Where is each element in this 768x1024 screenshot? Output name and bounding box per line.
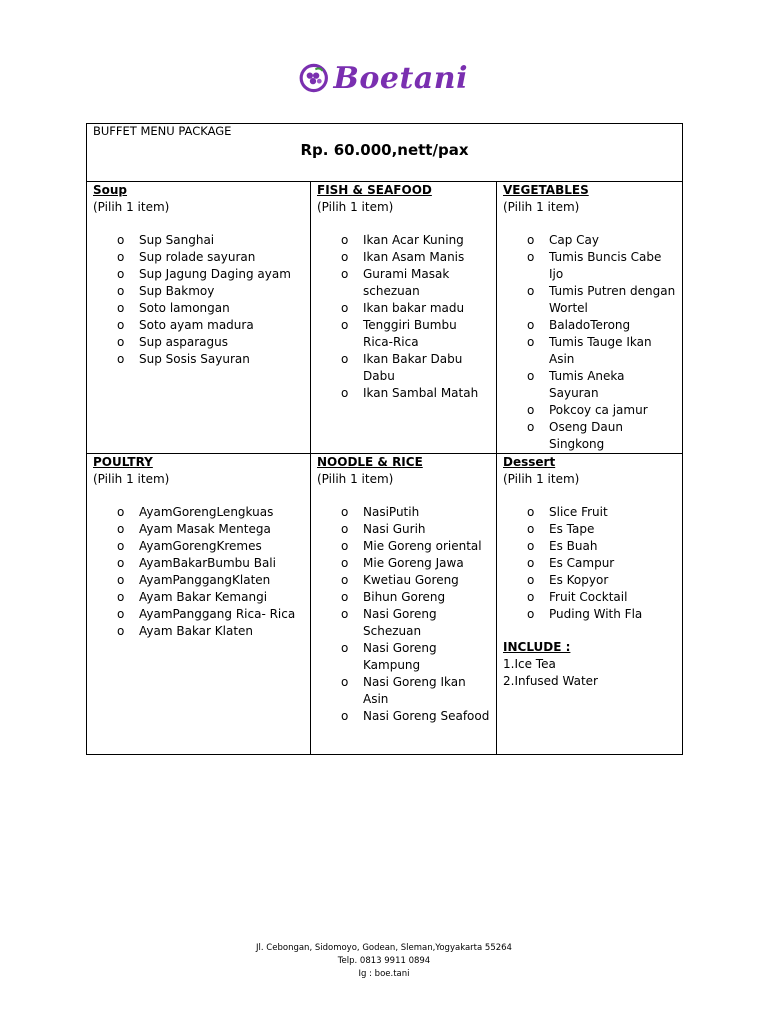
menu-item-label: Es Kopyor	[549, 573, 609, 587]
menu-item	[503, 334, 676, 368]
menu-item	[93, 555, 304, 572]
menu-item-list	[317, 504, 490, 725]
bullet-icon: o	[341, 301, 349, 315]
menu-item	[317, 521, 490, 538]
menu-item	[317, 640, 490, 674]
bullet-icon: o	[117, 233, 125, 247]
menu-item-label: Soto lamongan	[139, 301, 230, 315]
menu-item-label: Sup Jagung Daging ayam	[139, 267, 291, 281]
menu-item-list	[317, 232, 490, 402]
menu-item-label: Ayam Masak Mentega	[139, 522, 271, 536]
menu-item-label: Fruit Cocktail	[549, 590, 628, 604]
menu-item	[93, 623, 304, 640]
menu-item-label: Nasi Goreng Schezuan	[363, 607, 437, 638]
section-dessert	[497, 454, 683, 755]
bullet-icon: o	[527, 335, 535, 349]
menu-item-list	[503, 232, 676, 453]
menu-item-label: Nasi Gurih	[363, 522, 426, 536]
menu-item-label: Ikan Bakar Dabu Dabu	[363, 352, 463, 383]
menu-item-label: Ikan bakar madu	[363, 301, 465, 315]
bullet-icon: o	[527, 556, 535, 570]
bullet-icon: o	[527, 522, 535, 536]
menu-item-label: Mie Goreng Jawa	[363, 556, 464, 570]
bullet-icon: o	[341, 556, 349, 570]
bullet-icon: o	[341, 352, 349, 366]
menu-item	[93, 351, 304, 368]
section-title: FISH & SEAFOOD	[317, 183, 432, 197]
section-title: NOODLE & RICE	[317, 455, 423, 469]
menu-item	[317, 385, 490, 402]
menu-item-label: Sup asparagus	[139, 335, 228, 349]
menu-item-label: AyamPanggang Rica- Rica	[139, 607, 296, 621]
menu-item	[93, 317, 304, 334]
buffet-menu-table	[86, 123, 683, 755]
menu-item	[93, 572, 304, 589]
bullet-icon: o	[527, 573, 535, 587]
menu-item-label: Gurami Masak schezuan	[363, 267, 450, 298]
bullet-icon: o	[117, 284, 125, 298]
bullet-icon: o	[341, 267, 349, 281]
menu-item	[93, 300, 304, 317]
menu-item-list	[503, 504, 676, 623]
section-instruction: (Pilih 1 item)	[317, 200, 394, 214]
footer-address: Jl. Cebongan, Sidomoyo, Godean, Sleman,Yogyakarta 55264	[256, 943, 512, 953]
menu-item	[317, 351, 490, 385]
menu-item	[317, 317, 490, 351]
section-title: Dessert	[503, 455, 556, 469]
bullet-icon: o	[117, 301, 125, 315]
menu-item	[503, 419, 676, 453]
section-noodle-rice	[311, 454, 497, 755]
menu-item	[503, 402, 676, 419]
section-instruction: (Pilih 1 item)	[503, 200, 580, 214]
menu-item	[317, 504, 490, 521]
menu-item-label: Tumis Buncis Cabe Ijo	[549, 250, 662, 281]
menu-item-list	[93, 504, 304, 640]
bullet-icon: o	[117, 267, 125, 281]
section-instruction: (Pilih 1 item)	[93, 200, 170, 214]
menu-item-label: Sup Sosis Sayuran	[139, 352, 250, 366]
menu-item	[317, 708, 490, 725]
menu-item	[317, 249, 490, 266]
menu-item-label: Cap Cay	[549, 233, 599, 247]
bullet-icon: o	[527, 369, 535, 383]
bullet-icon: o	[117, 522, 125, 536]
bullet-icon: o	[117, 573, 125, 587]
menu-item	[503, 572, 676, 589]
menu-item	[503, 521, 676, 538]
menu-item	[503, 249, 676, 283]
menu-item	[317, 538, 490, 555]
menu-item-label: Ayam Bakar Kemangi	[139, 590, 268, 604]
menu-item-label: Ikan Acar Kuning	[363, 233, 464, 247]
menu-item-label: Kwetiau Goreng	[363, 573, 459, 587]
menu-item	[93, 521, 304, 538]
bullet-icon: o	[341, 607, 349, 621]
footer-phone: Telp. 0813 9911 0894	[337, 956, 431, 966]
section-instruction: (Pilih 1 item)	[317, 472, 394, 486]
menu-item-label: NasiPutih	[363, 505, 420, 519]
bullet-icon: o	[341, 709, 349, 723]
menu-item	[317, 674, 490, 708]
menu-item	[503, 606, 676, 623]
bullet-icon: o	[117, 539, 125, 553]
include-block	[503, 639, 676, 690]
bullet-icon: o	[527, 403, 535, 417]
bullet-icon: o	[341, 522, 349, 536]
bullet-icon: o	[527, 420, 535, 434]
menu-item	[317, 555, 490, 572]
bullet-icon: o	[117, 624, 125, 638]
menu-item-label: Nasi Goreng Kampung	[363, 641, 437, 672]
include-item: 1.Ice Tea	[503, 657, 556, 671]
section-instruction: (Pilih 1 item)	[93, 472, 170, 486]
menu-header	[87, 124, 683, 182]
section-fish-seafood	[311, 182, 497, 454]
bullet-icon: o	[341, 250, 349, 264]
section-poultry	[87, 454, 311, 755]
menu-item-label: Sup rolade sayuran	[139, 250, 256, 264]
menu-item	[317, 589, 490, 606]
bullet-icon: o	[341, 318, 349, 332]
bullet-icon: o	[527, 318, 535, 332]
menu-item-label: Tumis Putren dengan Wortel	[549, 284, 676, 315]
bullet-icon: o	[341, 233, 349, 247]
grape-icon	[298, 58, 330, 98]
menu-item-label: AyamGorengLengkuas	[139, 505, 274, 519]
menu-item-label: Bihun Goreng	[363, 590, 446, 604]
footer-instagram: Ig : boe.tani	[358, 969, 410, 979]
menu-item	[503, 504, 676, 521]
menu-item	[93, 249, 304, 266]
section-title: POULTRY	[93, 455, 153, 469]
menu-item	[93, 606, 304, 623]
bullet-icon: o	[341, 590, 349, 604]
bullet-icon: o	[117, 556, 125, 570]
menu-item-list	[93, 232, 304, 368]
brand-logo	[298, 46, 468, 110]
menu-item	[317, 300, 490, 317]
bullet-icon: o	[341, 641, 349, 655]
bullet-icon: o	[117, 318, 125, 332]
menu-item	[93, 232, 304, 249]
package-label: BUFFET MENU PACKAGE	[93, 124, 232, 138]
menu-item	[317, 572, 490, 589]
menu-item-label: Puding With Fla	[549, 607, 643, 621]
section-title: VEGETABLES	[503, 183, 589, 197]
section-vegetables	[497, 182, 683, 454]
menu-item-label: AyamBakarBumbu Bali	[139, 556, 276, 570]
brand-name: Boetani	[333, 60, 468, 96]
section-title: Soup	[93, 183, 128, 197]
bullet-icon: o	[117, 250, 125, 264]
menu-item-label: Soto ayam madura	[139, 318, 254, 332]
section-instruction: (Pilih 1 item)	[503, 472, 580, 486]
bullet-icon: o	[117, 590, 125, 604]
menu-item-label: Tenggiri Bumbu Rica-Rica	[363, 318, 457, 349]
menu-item	[503, 555, 676, 572]
menu-item	[503, 368, 676, 402]
bullet-icon: o	[527, 590, 535, 604]
menu-item-label: Sup Bakmoy	[139, 284, 215, 298]
bullet-icon: o	[117, 607, 125, 621]
menu-item-label: AyamGorengKremes	[139, 539, 262, 553]
menu-item-label: Nasi Goreng Ikan Asin	[363, 675, 466, 706]
menu-item-label: Sup Sanghai	[139, 233, 215, 247]
bullet-icon: o	[117, 335, 125, 349]
menu-item-label: AyamPanggangKlaten	[139, 573, 271, 587]
menu-item-label: Es Tape	[549, 522, 595, 536]
include-title: INCLUDE :	[503, 640, 571, 654]
menu-item	[93, 334, 304, 351]
menu-item-label: Es Buah	[549, 539, 598, 553]
menu-item-label: Slice Fruit	[549, 505, 608, 519]
menu-item	[503, 317, 676, 334]
bullet-icon: o	[527, 539, 535, 553]
menu-item-label: Ayam Bakar Klaten	[139, 624, 254, 638]
footer	[0, 942, 768, 981]
menu-item	[503, 232, 676, 249]
bullet-icon: o	[341, 505, 349, 519]
bullet-icon: o	[527, 505, 535, 519]
include-item: 2.Infused Water	[503, 674, 598, 688]
menu-item	[317, 266, 490, 300]
bullet-icon: o	[117, 505, 125, 519]
menu-item	[317, 232, 490, 249]
menu-item-label: Tumis Aneka Sayuran	[549, 369, 625, 400]
menu-item-label: Ikan Asam Manis	[363, 250, 465, 264]
bullet-icon: o	[117, 352, 125, 366]
menu-item-label: Pokcoy ca jamur	[549, 403, 648, 417]
menu-item-label: BaladoTerong	[549, 318, 631, 332]
menu-item	[93, 538, 304, 555]
bullet-icon: o	[341, 539, 349, 553]
menu-item	[93, 266, 304, 283]
menu-item	[93, 504, 304, 521]
bullet-icon: o	[527, 250, 535, 264]
menu-item-label: Ikan Sambal Matah	[363, 386, 479, 400]
bullet-icon: o	[341, 675, 349, 689]
bullet-icon: o	[341, 386, 349, 400]
menu-item	[93, 589, 304, 606]
menu-item	[93, 283, 304, 300]
section-soup	[87, 182, 311, 454]
menu-item	[317, 606, 490, 640]
menu-item	[503, 589, 676, 606]
menu-item-label: Mie Goreng oriental	[363, 539, 482, 553]
menu-item-label: Nasi Goreng Seafood	[363, 709, 490, 723]
bullet-icon: o	[341, 573, 349, 587]
menu-item	[503, 538, 676, 555]
menu-item	[503, 283, 676, 317]
bullet-icon: o	[527, 284, 535, 298]
package-price: Rp. 60.000,nett/pax	[300, 141, 469, 159]
menu-item-label: Tumis Tauge Ikan Asin	[549, 335, 652, 366]
menu-item-label: Es Campur	[549, 556, 615, 570]
menu-item-label: Oseng Daun Singkong	[549, 420, 623, 451]
bullet-icon: o	[527, 233, 535, 247]
bullet-icon: o	[527, 607, 535, 621]
